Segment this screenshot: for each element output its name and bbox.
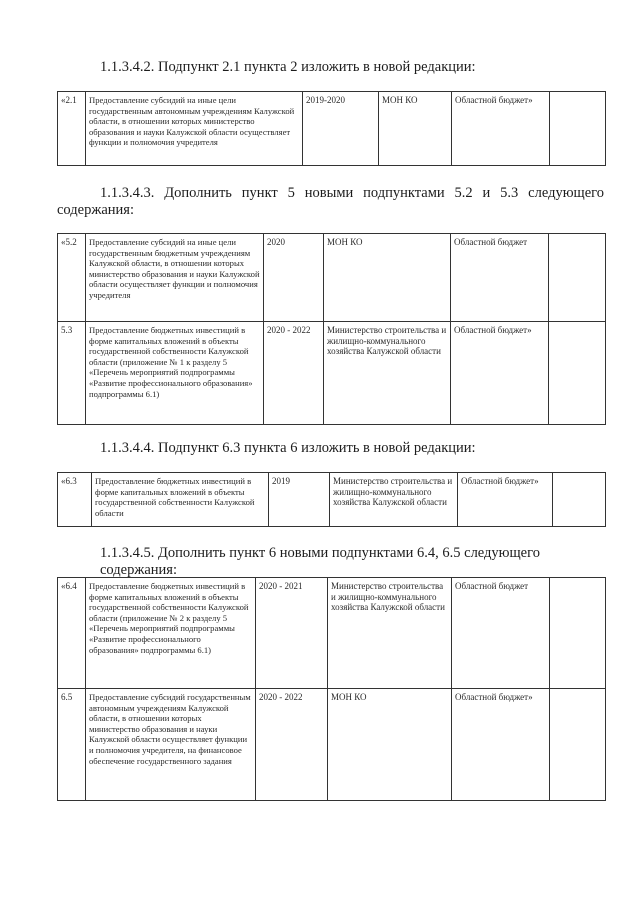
row-years: 2020 - 2021 (256, 578, 328, 689)
row-extra (553, 473, 606, 527)
row-extra (550, 92, 606, 166)
table-section-3 (57, 472, 606, 527)
row-years: 2020 - 2022 (256, 689, 328, 801)
section-heading-4: 1.1.3.4.5. Дополнить пункт 6 новыми подпунктами 6.4, 6.5 следующего содержания: (100, 545, 540, 578)
row-executor: МОН КО (328, 689, 452, 801)
row-extra (549, 322, 606, 425)
row-number: 6.5 (58, 689, 86, 801)
section-heading-2-line2: содержания: (57, 202, 135, 218)
row-number: «6.4 (58, 578, 86, 689)
table-row (58, 689, 606, 801)
row-number: «5.2 (58, 234, 86, 322)
row-executor: Министерство строительства и жилищно-коммунального хозяйства Калужской области (328, 578, 452, 689)
row-number: «6.3 (58, 473, 92, 527)
table-section-2 (57, 233, 606, 425)
row-executor: Министерство строительства и жилищно-коммунального хозяйства Калужской области (330, 473, 458, 527)
row-extra (549, 234, 606, 322)
row-description: Предоставление субсидий на иные цели государственным бюджетным учреждениям Калужской области, в отношении которых министерство образования и науки Калужской области осуществляет функции и полномочия учредителя (86, 234, 264, 322)
section-heading-1: 1.1.3.4.2. Подпункт 2.1 пункта 2 изложить в новой редакции: (100, 59, 476, 75)
table-row (58, 234, 606, 322)
row-funding-source: Областной бюджет» (452, 689, 550, 801)
row-description: Предоставление субсидий на иные цели государственным автономным учреждениям Калужской области, в отношении которых министерство образования и науки Калужской области осуществляет функции и полномочия учредителя (86, 92, 303, 166)
row-number: «2.1 (58, 92, 86, 166)
row-executor: МОН КО (324, 234, 451, 322)
row-description: Предоставление бюджетных инвестиций в форме капитальных вложений в объекты государственной собственности Калужской области (приложение № 1 к разделу 5 «Перечень мероприятий подпрограммы «Развитие профессионального образования» подпрограммы 6.1) (86, 322, 264, 425)
row-funding-source: Областной бюджет» (452, 92, 550, 166)
row-number: 5.3 (58, 322, 86, 425)
row-years: 2019 (269, 473, 330, 527)
section-heading-2-line1: 1.1.3.4.3. Дополнить пункт 5 новыми подпунктами 5.2 и 5.3 следующего (100, 185, 604, 201)
section-heading-3: 1.1.3.4.4. Подпункт 6.3 пункта 6 изложить в новой редакции: (100, 440, 476, 456)
row-extra (550, 689, 606, 801)
row-years: 2019-2020 (303, 92, 379, 166)
row-description: Предоставление бюджетных инвестиций в форме капитальных вложений в объекты государственной собственности Калужской области (приложение № 2 к разделу 5 «Перечень мероприятий подпрограммы «Развитие профессионального образования» подпрограммы 6.1) (86, 578, 256, 689)
row-funding-source: Областной бюджет (451, 234, 549, 322)
row-description: Предоставление бюджетных инвестиций в форме капитальных вложений в объекты государственной собственности Калужской области (92, 473, 269, 527)
row-funding-source: Областной бюджет (452, 578, 550, 689)
row-years: 2020 (264, 234, 324, 322)
table-row (58, 473, 606, 527)
row-years: 2020 - 2022 (264, 322, 324, 425)
row-extra (550, 578, 606, 689)
row-executor: МОН КО (379, 92, 452, 166)
row-funding-source: Областной бюджет» (451, 322, 549, 425)
table-section-1 (57, 91, 606, 166)
row-executor: Министерство строительства и жилищно-коммунального хозяйства Калужской области (324, 322, 451, 425)
row-funding-source: Областной бюджет» (458, 473, 553, 527)
table-section-4 (57, 577, 606, 801)
table-row (58, 322, 606, 425)
table-row (58, 92, 606, 166)
table-row (58, 578, 606, 689)
row-description: Предоставление субсидий государственным автономным учреждениям Калужской области, в отношении которых министерство образования и науки Калужской области осуществляет функции и полномочия учредителя, на финансовое обеспечение государственного задания (86, 689, 256, 801)
